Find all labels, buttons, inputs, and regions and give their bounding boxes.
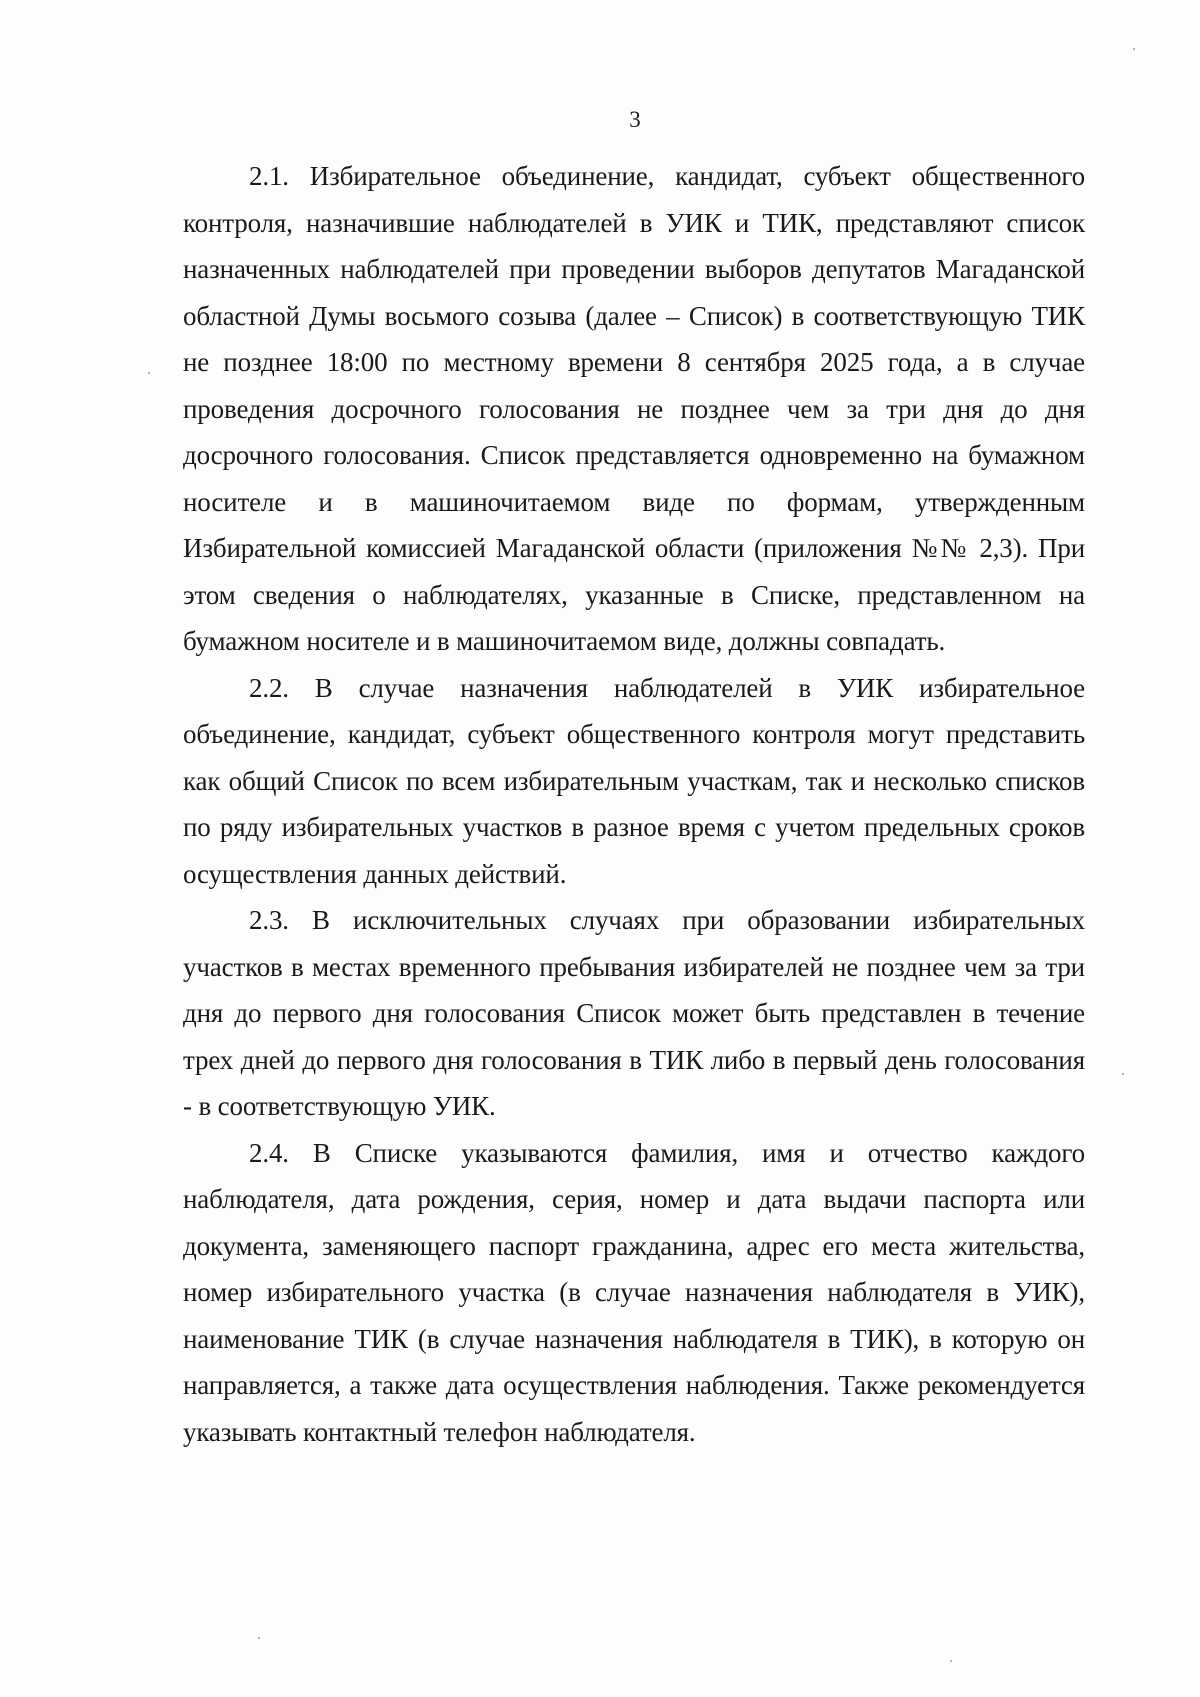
- document-body: [183, 153, 1085, 1455]
- scan-speck: [1133, 48, 1135, 50]
- scan-speck: [258, 1637, 260, 1639]
- paragraph-2-1: 2.1. Избирательное объединение, кандидат, субъект общественного контроля, назначившие наблюдателей в УИК и ТИК, представляют список назначенных наблюдателей при проведении выборов депутатов Магаданской областной Думы восьмого созыва (далее – Список) в соответствующую ТИК не позднее 18:00 по местному времени 8 сентября 2025 года, а в случае проведения досрочного голосования не позднее чем за три дня до дня досрочного голосования. Список представляется одновременно на бумажном носителе и в машиночитаемом виде по формам, утвержденным Избирательной комиссией Магаданской области (приложения №№ 2,3). При этом сведения о наблюдателях, указанные в Списке, представленном на бумажном носителе и в машиночитаемом виде, должны совпадать.: [183, 161, 1085, 656]
- scan-speck: [148, 372, 150, 374]
- paragraph-2-2: 2.2. В случае назначения наблюдателей в УИК избирательное объединение, кандидат, субъект общественного контроля могут представить как общий Список по всем избирательным участкам, так и несколько списков по ряду избирательных участков в разное время с учетом предельных сроков осуществления данных действий.: [183, 672, 1085, 889]
- page-number: 3: [629, 107, 641, 132]
- paragraph-2-3: 2.3. В исключительных случаях при образовании избирательных участков в местах временного пребывания избирателей не позднее чем за три дня до первого дня голосования Список может быть представлен в течение трех дней до первого дня голосования в ТИК либо в первый день голосования - в соответствующую УИК.: [183, 905, 1085, 1121]
- scan-speck: [950, 1660, 952, 1662]
- scan-speck: [1122, 1073, 1124, 1075]
- paragraph-2-4: 2.4. В Списке указываются фамилия, имя и отчество каждого наблюдателя, дата рождения, серия, номер и дата выдачи паспорта или документа, заменяющего паспорт гражданина, адрес его места жительства, номер избирательного участка (в случае назначения наблюдателя в УИК), наименование ТИК (в случае назначения наблюдателя в ТИК), в которую он направляется, а также дата осуществления наблюдения. Также рекомендуется указывать контактный телефон наблюдателя.: [183, 1137, 1085, 1447]
